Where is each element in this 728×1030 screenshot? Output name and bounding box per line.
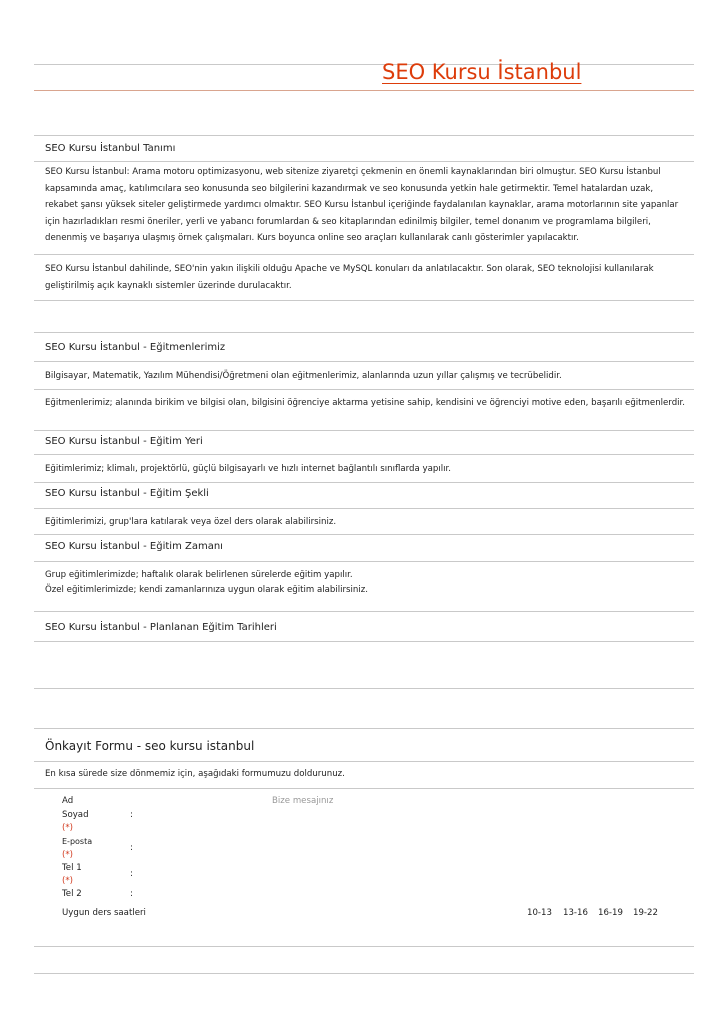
page-title: SEO Kursu İstanbul bbox=[382, 60, 582, 84]
top-rule bbox=[34, 64, 694, 65]
section-heading-egitmenler: SEO Kursu İstanbul - Eğitmenlerimiz bbox=[45, 342, 226, 353]
rule bbox=[34, 728, 694, 729]
rule bbox=[34, 300, 694, 301]
hour-option[interactable]: 13-16 bbox=[563, 908, 588, 918]
section-heading-egitim-yeri: SEO Kursu İstanbul - Eğitim Yeri bbox=[45, 436, 203, 447]
section-paragraph: Bilgisayar, Matematik, Yazılım Mühendisi/Öğretmeni olan eğitmenlerimiz, alanlarında uzun yıllar çalışmış ve tecrübelidir. bbox=[45, 371, 562, 381]
required-mark: (*) bbox=[62, 850, 74, 860]
section-heading-tanim: SEO Kursu İstanbul Tanımı bbox=[45, 143, 176, 154]
field-label-tel1: Tel 1 bbox=[62, 863, 82, 873]
field-colon: : bbox=[130, 869, 133, 879]
section-paragraph: Özel eğitimlerimizde; kendi zamanlarınıza uygun olarak eğitim alabilirsiniz. bbox=[45, 585, 368, 595]
section-heading-egitim-sekli: SEO Kursu İstanbul - Eğitim Şekli bbox=[45, 488, 209, 499]
rule bbox=[34, 430, 694, 431]
rule bbox=[34, 389, 694, 390]
field-label-eposta: E-posta bbox=[62, 837, 93, 846]
section-paragraph: SEO Kursu İstanbul dahilinde, SEO'nin yakın ilişkili olduğu Apache ve MySQL konuları da anlatılacaktır. Son olarak, SEO teknolojisi kullanılarak geliştirilmiş açık kaynaklı sistemler üzerinde durulacaktır. bbox=[45, 264, 654, 291]
hour-option[interactable]: 19-22 bbox=[633, 908, 658, 918]
hour-option[interactable]: 16-19 bbox=[598, 908, 623, 918]
rule bbox=[34, 482, 694, 483]
rule bbox=[34, 361, 694, 362]
section-paragraph: Grup eğitimlerimizde; haftalık olarak belirlenen sürelerde eğitim yapılır. bbox=[45, 570, 353, 580]
form-heading: Önkayıt Formu - seo kursu istanbul bbox=[45, 739, 255, 753]
hour-option[interactable]: 10-13 bbox=[527, 908, 552, 918]
rule bbox=[34, 688, 694, 689]
rule bbox=[34, 254, 694, 255]
field-colon: : bbox=[130, 889, 133, 899]
rule bbox=[34, 973, 694, 974]
message-label: Bize mesajınız bbox=[272, 796, 334, 806]
required-mark: (*) bbox=[62, 876, 74, 886]
section-paragraph: Eğitimlerimizi, grup'lara katılarak veya özel ders olarak alabilirsiniz. bbox=[45, 517, 337, 527]
rule bbox=[34, 641, 694, 642]
rule bbox=[34, 508, 694, 509]
section-heading-planlanan-tarihler: SEO Kursu İstanbul - Planlanan Eğitim Tarihleri bbox=[45, 622, 277, 633]
section-heading-egitim-zamani: SEO Kursu İstanbul - Eğitim Zamanı bbox=[45, 541, 223, 552]
form-intro: En kısa sürede size dönmemiz için, aşağıdaki formumuzu doldurunuz. bbox=[45, 769, 345, 779]
field-label-ad: Ad bbox=[62, 796, 74, 806]
field-colon: : bbox=[130, 843, 133, 853]
rule bbox=[34, 946, 694, 947]
rule bbox=[34, 611, 694, 612]
field-label-tel2: Tel 2 bbox=[62, 889, 82, 899]
rule bbox=[34, 332, 694, 333]
required-mark: (*) bbox=[62, 823, 74, 833]
rule bbox=[34, 454, 694, 455]
rule bbox=[34, 161, 694, 162]
section-paragraph: Eğitimlerimiz; klimalı, projektörlü, güçlü bilgisayarlı ve hızlı internet bağlantılı sınıflarda yapılır. bbox=[45, 464, 451, 474]
rule bbox=[34, 135, 694, 136]
section-paragraph: SEO Kursu İstanbul: Arama motoru optimizasyonu, web sitenize ziyaretçi çekmenin en önemli kaynaklarından biri olmuştur. SEO Kursu İstanbul kapsamında amaç, katılımcılara seo konusunda seo bilgilerini kazandırmak ve seo konusunda yetkin hale getirmektir. Temel hatalardan uzak, rekabet şansı yüksek siteler geliştirmede yardımcı olmaktır. SEO Kursu İstanbul içeriğinde faydalanılan kaynaklar, arama motorlarının site yapanlar için hazırladıkları resmi öneriler, yerli ve yabancı forumlardan & seo kitaplarından edinilmiş bilgiler, temel donanım ve programlama bilgileri, denenmiş ve başarıya ulaşmış örnek çalışmaları. Kurs boyunca online seo araçları kullanılarak canlı gösterimler yapılacaktır. bbox=[45, 167, 679, 243]
section-paragraph: Eğitmenlerimiz; alanında birikim ve bilgisi olan, bilgisini öğrenciye aktarma yetisine sahip, kendisini ve öğrenciyi motive eden, başarılı eğitmenlerdir. bbox=[45, 398, 686, 408]
rule bbox=[34, 534, 694, 535]
rule bbox=[34, 561, 694, 562]
field-colon: : bbox=[130, 810, 133, 820]
field-label-soyad: Soyad bbox=[62, 810, 89, 820]
rule bbox=[34, 788, 694, 789]
title-underline-rule bbox=[34, 90, 694, 91]
hours-label: Uygun ders saatleri bbox=[62, 908, 146, 918]
rule bbox=[34, 761, 694, 762]
